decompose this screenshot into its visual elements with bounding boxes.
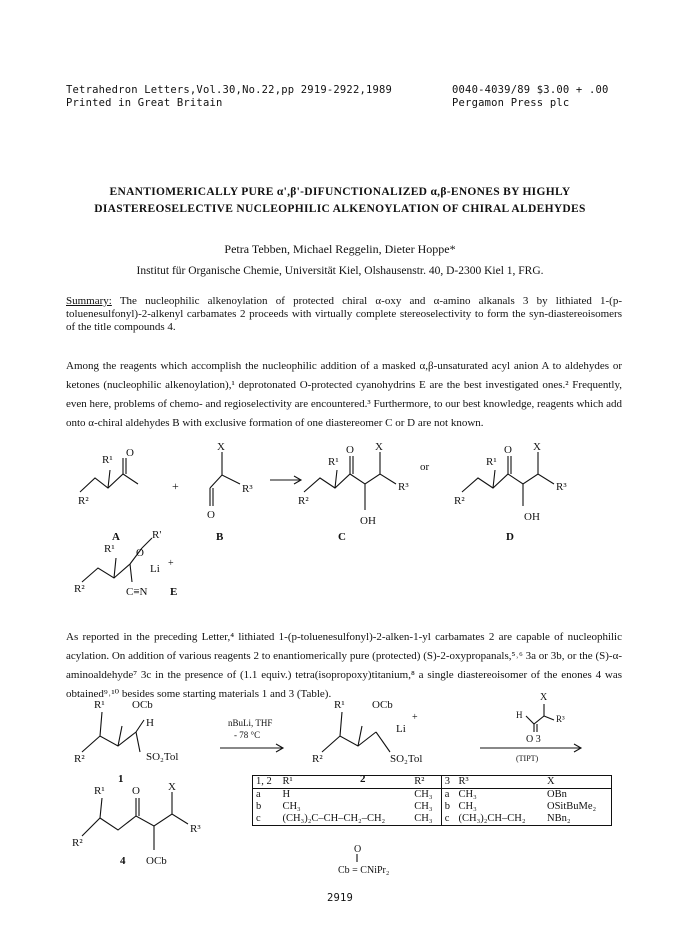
c4-R1: R¹ <box>94 785 105 797</box>
plus-sign: + <box>172 479 179 493</box>
c4-R3: R³ <box>190 823 201 835</box>
article-authors: Petra Tebben, Michael Reggelin, Dieter Hoppe* <box>224 242 456 256</box>
label-D: D <box>506 531 514 543</box>
table-header-cell: X <box>544 776 612 789</box>
table-cell: CH₃ <box>414 801 433 812</box>
paragraph-intro: Among the reagents which accomplish the nucleophilic addition of a masked α,β-unsaturated acyl anion A to aldehydes or ketones (nucleophilic alkenoylation),¹ deprotonated O-protected cyanohydrins E are the best investigated ones.² Frequently, even here, problems of chemo- and regioselectivity are encountered.³ Furthermore, to our best knowledge, reagents which add onto α-chiral aldehydes B with exclusive formation of one diastereomer C or D are not known. <box>66 360 622 429</box>
C-R3: R³ <box>398 481 409 493</box>
reagents-top: nBuLi, THF <box>228 718 273 728</box>
journal-citation: Tetrahedron Letters,Vol.30,No.22,pp 2919-2922,1989 <box>66 84 393 96</box>
c1-R2: R² <box>74 753 85 765</box>
label-A: A <box>112 531 120 543</box>
D-R1: R¹ <box>486 456 497 468</box>
page-number: 2919 <box>326 892 354 904</box>
reaction-arrow-1 <box>220 718 283 752</box>
B-X: X <box>217 441 225 453</box>
label-1: 1 <box>118 773 124 785</box>
structure-D <box>454 441 567 543</box>
printed-in: Printed in Great Britain <box>66 97 223 109</box>
E-Li: Li <box>150 563 160 575</box>
publisher: Pergamon Press plc <box>452 97 570 109</box>
table-cell: OSitBuMe₂ <box>544 801 612 813</box>
table-row <box>253 789 612 802</box>
C-O: O <box>346 444 354 456</box>
summary <box>66 295 622 334</box>
D-R2: R² <box>454 495 465 507</box>
label-3: O 3 <box>526 734 541 745</box>
C-R1: R¹ <box>328 456 339 468</box>
table-cell: b <box>253 801 280 813</box>
c1-OCb: OCb <box>132 699 153 711</box>
structure-C <box>298 441 430 543</box>
table-cell: CH₃ <box>414 789 433 800</box>
substituent-table <box>252 775 612 826</box>
E-O: O <box>136 547 144 559</box>
table-cell: c <box>441 813 455 826</box>
A-R1: R¹ <box>102 454 113 466</box>
c2-R2: R² <box>312 753 323 765</box>
compound-1 <box>74 699 178 785</box>
c3-H: H <box>516 710 523 720</box>
table-cell: a <box>441 789 455 802</box>
C-R2: R² <box>298 495 309 507</box>
c4-OCb: OCb <box>146 855 167 867</box>
c2-OCb: OCb <box>372 699 393 711</box>
table-cell: c <box>253 813 280 826</box>
c1-R1: R¹ <box>94 699 105 711</box>
E-plus: + <box>168 558 174 569</box>
D-R3: R³ <box>556 481 567 493</box>
A-O: O <box>126 447 134 459</box>
aldehyde-3 <box>480 692 581 763</box>
cb-definition-structure <box>338 844 389 876</box>
table-cell: (CH₃)₂CH–CH₂ <box>458 813 526 824</box>
journal-header-left <box>66 84 446 110</box>
label-2: 2 <box>360 773 366 785</box>
c3-X: X <box>540 692 548 703</box>
D-O: O <box>504 444 512 456</box>
structure-A <box>78 447 179 543</box>
structure-B <box>207 441 301 543</box>
table-cell: b <box>441 801 455 813</box>
c3-R3: R³ <box>556 714 565 724</box>
summary-label: Summary: <box>66 295 112 307</box>
compound-4 <box>72 781 201 867</box>
B-O: O <box>207 509 215 521</box>
table-cell: CH₃ <box>414 813 433 824</box>
price-code: 0040-4039/89 $3.00 + .00 <box>452 84 609 96</box>
paragraph-results: As reported in the preceding Letter,⁴ lithiated 1-(p-toluenesulfonyl)-2-alken-1-yl carbamates 2 are capable of nucleophilic acylation. On addition of various reagents 2 to enantiomerically pure (protected) (S)-2-oxypropanals,⁵˒⁶ 3a or 3b, or the (S)-α-aminoaldehyde⁷ 3c in the presence of (1.1 equiv.) tetra(isopropoxy)titanium,⁸ a single diastereoisomer of the enones 4 was obtained⁹˒¹⁰ besides some starting materials 1 and 3 (Table). <box>66 631 622 700</box>
E-Rprime: R' <box>152 529 162 541</box>
c1-SO2Tol: SO₂Tol <box>146 751 179 763</box>
table-header-cell: 1, 2 <box>253 776 280 789</box>
c2-plus: + <box>412 712 418 723</box>
table-cell: a <box>253 789 280 802</box>
c2-R1: R¹ <box>334 699 345 711</box>
table-header-cell: R¹ <box>279 776 411 789</box>
table-cell: CH₃ <box>458 789 477 800</box>
article-title: ENANTIOMERICALLY PURE α',β'-DIFUNCTIONALIZED α,β-ENONES BY HIGHLY DIASTEREOSELECTIVE NUCLEOPHILIC ALKENOYLATION OF CHIRAL ALDEHYDES <box>94 186 586 215</box>
author-affiliation: Institut für Organische Chemie, Universität Kiel, Olshausenstr. 40, D-2300 Kiel 1, FRG. <box>136 265 544 277</box>
c2-SO2Tol: SO₂Tol <box>390 753 423 765</box>
table-row <box>253 813 612 826</box>
c4-O: O <box>132 785 140 797</box>
D-OH: OH <box>524 511 540 523</box>
E-CN: C≡N <box>126 586 148 598</box>
C-X: X <box>375 441 383 453</box>
table-header-cell: R³ <box>456 776 544 789</box>
compound-2 <box>312 699 422 785</box>
c4-R2: R² <box>72 837 83 849</box>
c1-H: H <box>146 717 154 729</box>
c2-Li: Li <box>396 723 406 735</box>
cb-definition: Cb = CNiPr₂ <box>338 865 390 876</box>
summary-text: The nucleophilic alkenoylation of protected chiral α-oxy and α-amino alkanals 3 by lithiated 1-(p-toluenesulfonyl)-2-alkenyl carbamates 2 proceeds with virtually complete stereoselectivity to form the syn-diastereoisomers of the title compounds 4. <box>66 295 622 333</box>
C-OH: OH <box>360 515 376 527</box>
or-text: or <box>420 461 430 473</box>
E-R1: R¹ <box>104 543 115 555</box>
cb-O: O <box>354 844 362 855</box>
table-header-cell: 3 <box>441 776 455 789</box>
reagents-bottom: - 78 °C <box>234 730 261 740</box>
structure-E <box>74 529 177 598</box>
A-R2: R² <box>78 495 89 507</box>
table-row <box>253 801 612 813</box>
table-cell: (CH₃)₂C–CH–CH₂–CH₂ <box>282 813 386 824</box>
label-C: C <box>338 531 346 543</box>
table-header-cell: R² <box>411 776 441 789</box>
B-R3: R³ <box>242 483 253 495</box>
table-cell: OBn <box>544 789 612 802</box>
table-cell: CH₃ <box>282 801 301 812</box>
table-cell: NBn₂ <box>544 813 612 826</box>
label-E: E <box>170 586 178 598</box>
journal-header-right <box>452 84 652 110</box>
table-cell: H <box>282 789 291 800</box>
scheme-1-structures <box>60 440 630 620</box>
table-header-row <box>253 776 612 789</box>
E-R2: R² <box>74 583 85 595</box>
label-4: 4 <box>120 855 126 867</box>
table-cell: CH₃ <box>458 801 477 812</box>
reagent-TIPT: (TIPT) <box>516 754 539 763</box>
D-X: X <box>533 441 541 453</box>
label-B: B <box>216 531 224 543</box>
c4-X: X <box>168 781 176 793</box>
